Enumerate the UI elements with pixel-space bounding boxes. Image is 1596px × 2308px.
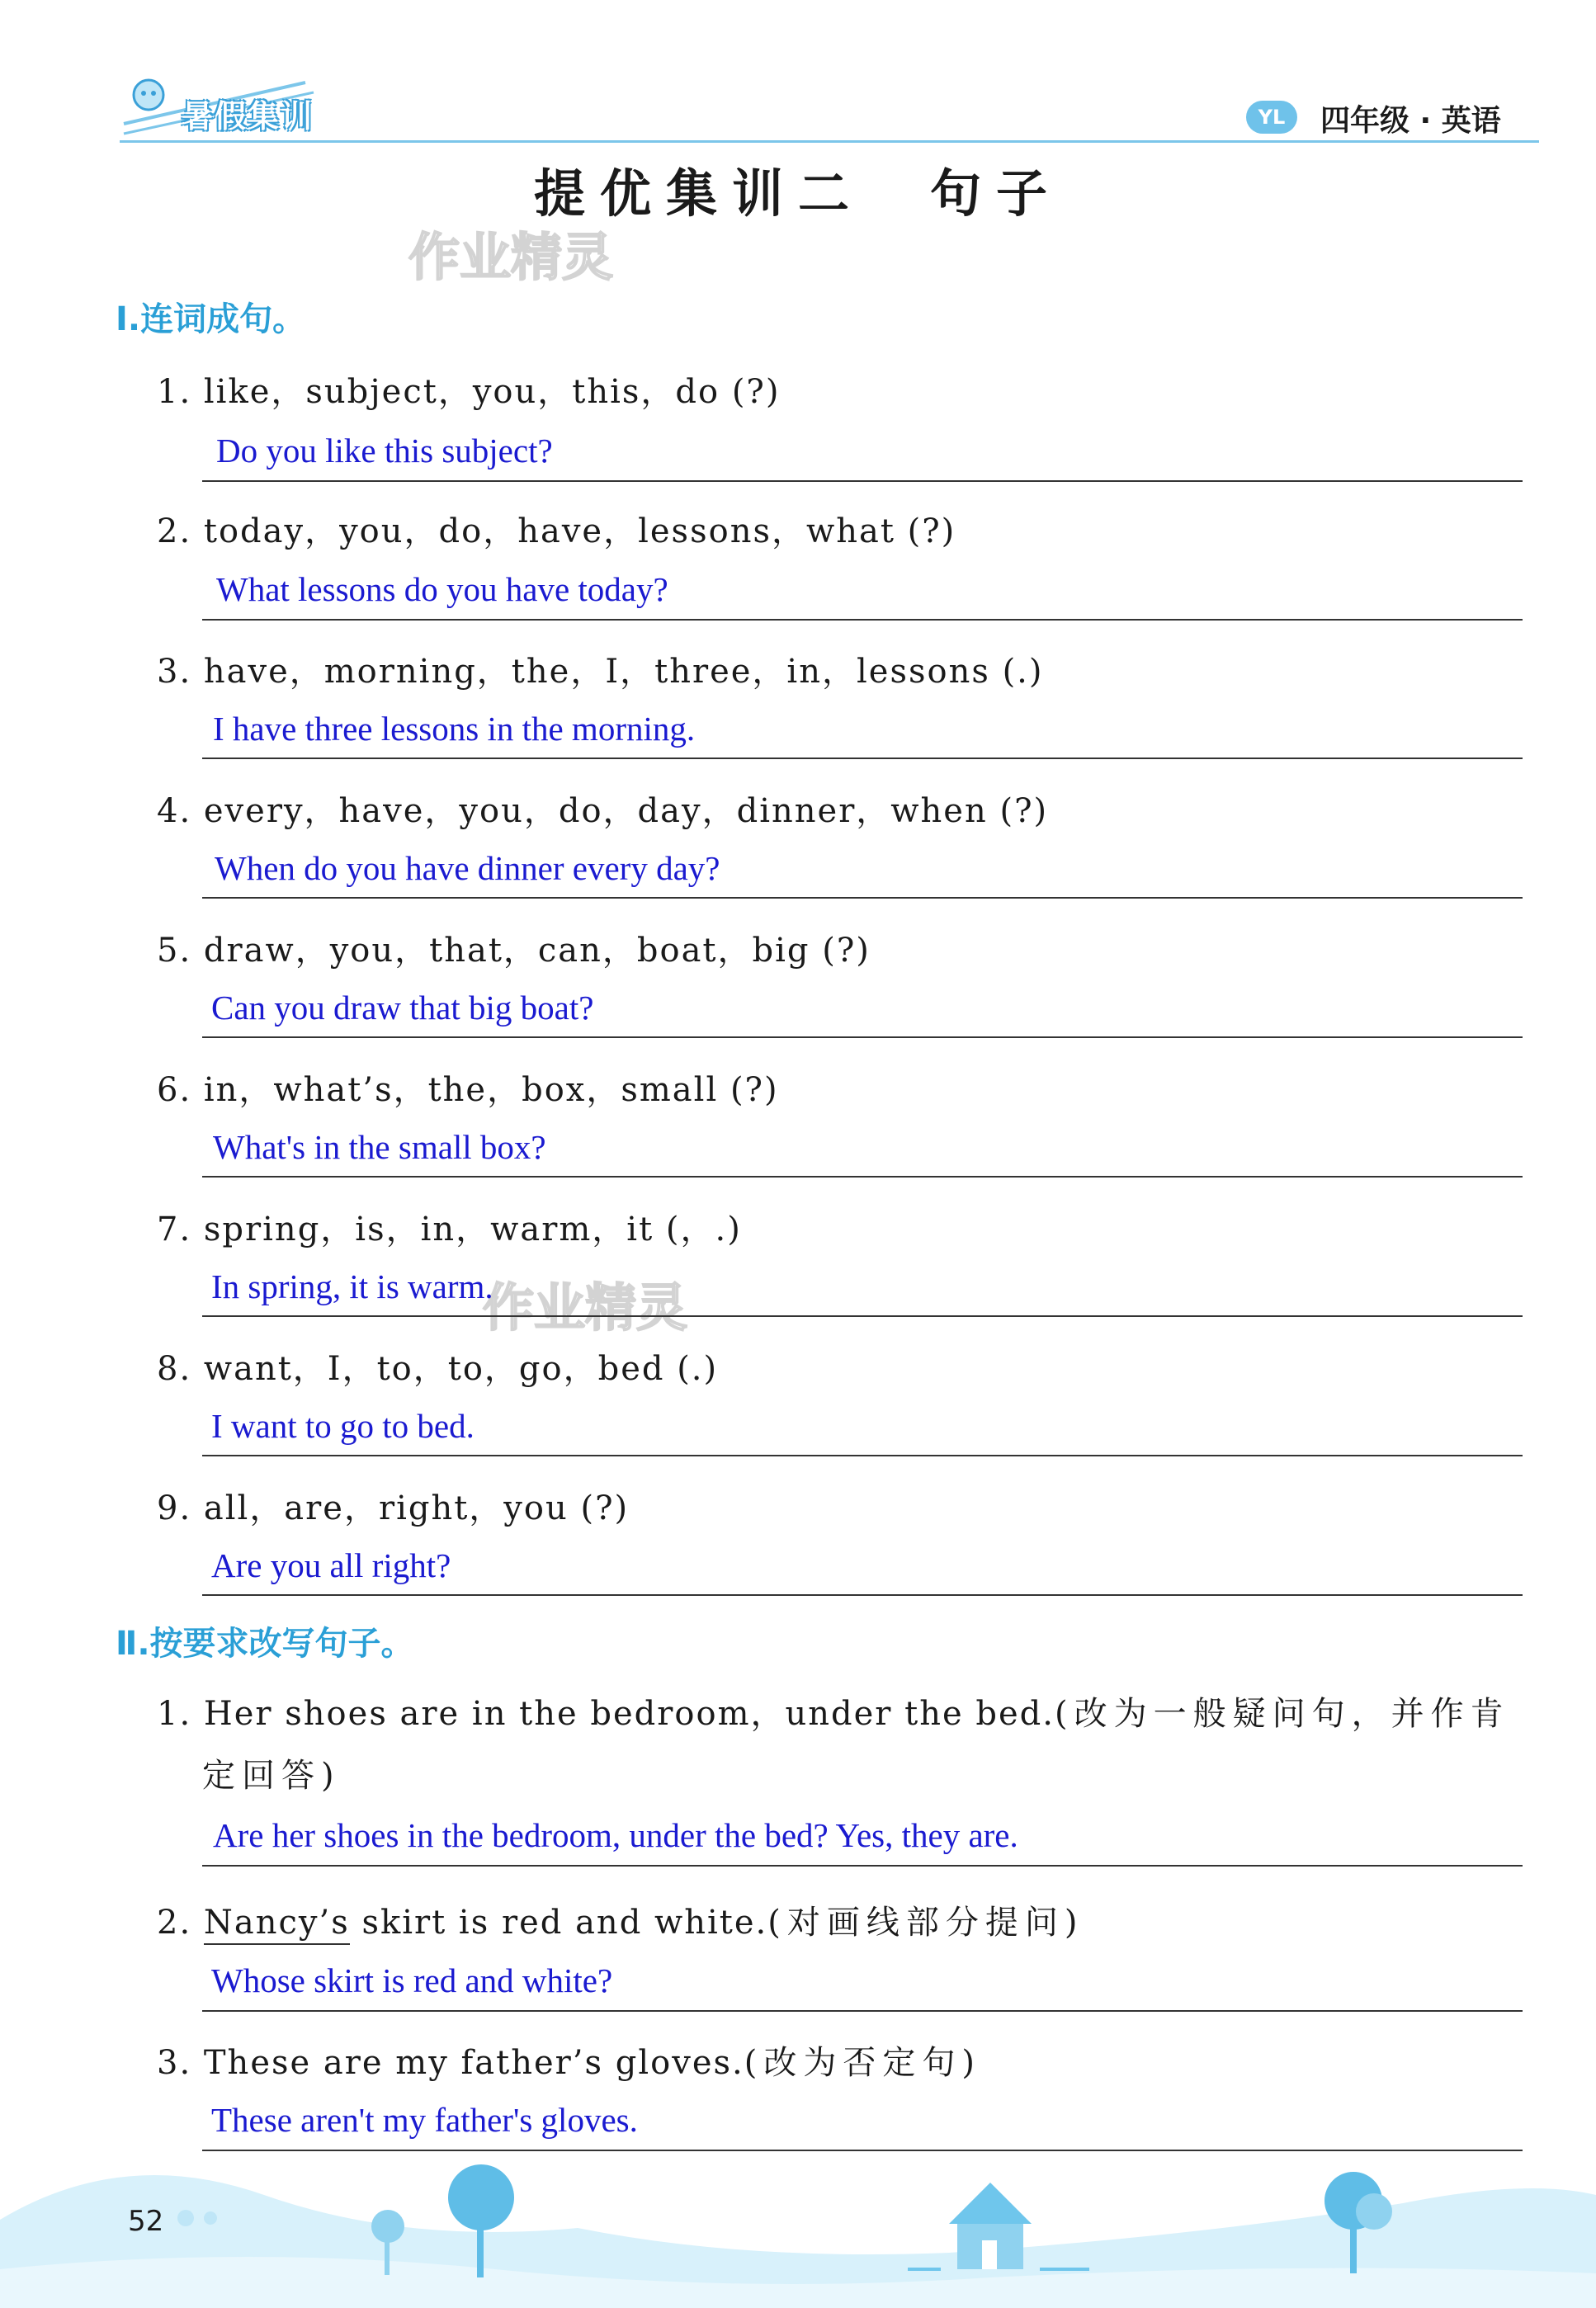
underlined-word: Nancy’s <box>204 1904 350 1945</box>
answer-4: When do you have dinner every day? <box>215 849 720 887</box>
answer-line <box>202 480 1523 482</box>
rewrite-question-2-instruction: (对画线部分提问) <box>767 1904 1084 1942</box>
header-divider <box>120 140 1539 143</box>
answer-line <box>202 1455 1523 1456</box>
answer-line <box>202 1594 1523 1596</box>
answer-2: What lessons do you have today? <box>216 570 668 608</box>
answer-line <box>202 758 1523 759</box>
answer-1: Do you like this subject? <box>216 432 553 470</box>
question-8: 8. want，I，to，to，go，bed (.) <box>157 1350 719 1388</box>
grade-subject-label: 四年级 · 英语 <box>1320 104 1501 138</box>
house-icon <box>949 2183 1032 2269</box>
question-4: 4. every，have，you，do，day，dinner，when (?) <box>157 792 1049 830</box>
section-2-title: Ⅱ.按要求改写句子。 <box>116 1625 414 1663</box>
answer-6: What's in the small box? <box>213 1128 546 1166</box>
question-5: 5. draw，you，that，can，boat，big (?) <box>157 932 871 970</box>
page-header <box>0 0 1596 157</box>
rewrite-question-1 <box>157 1687 1510 1735</box>
rewrite-question-3 <box>157 2037 981 2084</box>
question-9: 9. all，are，right，you (?) <box>157 1489 630 1527</box>
section-1-title: Ⅰ.连词成句。 <box>116 300 306 338</box>
rewrite-question-3-text: 3. These are my father’s gloves. <box>157 2044 744 2082</box>
rewrite-question-2 <box>157 1896 1084 1943</box>
question-1: 1. like，subject，you，this，do (?) <box>157 373 781 411</box>
page-number: 52 <box>128 2205 164 2238</box>
answer-9: Are you all right? <box>211 1546 451 1584</box>
footer-landscape <box>0 2096 1596 2308</box>
rewrite-answer-1: Are her shoes in the bedroom, under the bed? Yes, they are. <box>213 1816 1018 1854</box>
answer-line <box>202 897 1523 899</box>
answer-5: Can you draw that big boat? <box>211 989 594 1027</box>
answer-line <box>202 1315 1523 1317</box>
answer-line <box>202 1176 1523 1178</box>
answer-line <box>202 1865 1523 1867</box>
rewrite-question-2-text: skirt is red and white. <box>349 1904 768 1942</box>
publisher-badge: YL <box>1246 101 1297 134</box>
answer-line <box>202 1036 1523 1038</box>
rewrite-question-3-instruction: (改为否定句) <box>744 2044 981 2082</box>
answer-line <box>202 619 1523 621</box>
answer-3: I have three lessons in the morning. <box>213 710 696 748</box>
question-7: 7. spring，is，in，warm，it (，.) <box>157 1211 742 1248</box>
rewrite-question-1-instruction-cont: 定回答) <box>202 1757 341 1795</box>
page-title: 提优集训二 句子 <box>533 163 1062 224</box>
rewrite-answer-3: These aren't my father's gloves. <box>211 2101 638 2139</box>
watermark: 作业精灵 <box>483 1277 688 1338</box>
question-2: 2. today，you，do，have，lessons，what (?) <box>157 512 956 550</box>
answer-7: In spring, it is warm. <box>211 1267 493 1305</box>
rewrite-question-1-instruction: (改为一般疑问句，并作肯 <box>1054 1695 1510 1733</box>
answer-line <box>202 2010 1523 2012</box>
rewrite-question-1-text: 1. Her shoes are in the bedroom，under the bed. <box>157 1695 1055 1733</box>
question-6: 6. in，what’s，the，box，small (?) <box>157 1071 779 1109</box>
series-logo-text: 暑假集训 <box>182 98 314 135</box>
watermark: 作业精灵 <box>408 227 614 287</box>
question-3: 3. have，morning，the，I，three，in，lessons (.) <box>157 653 1044 691</box>
answer-8: I want to go to bed. <box>211 1407 475 1445</box>
rewrite-answer-2: Whose skirt is red and white? <box>211 1961 613 1999</box>
rewrite-question-2-num: 2. <box>157 1904 192 1942</box>
